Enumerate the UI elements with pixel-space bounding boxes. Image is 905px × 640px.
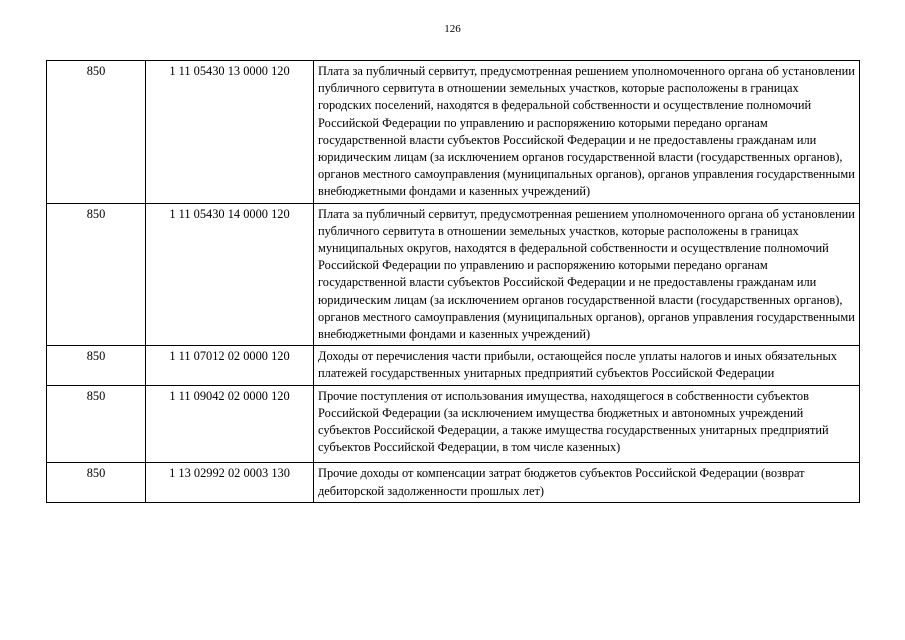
budget-classification-code-cell: 1 11 05430 13 0000 120: [146, 61, 314, 204]
budget-classification-code-cell: 1 13 02992 02 0003 130: [146, 463, 314, 502]
table-row: [47, 385, 860, 463]
revenue-name-cell: Прочие доходы от компенсации затрат бюджетов субъектов Российской Федерации (возврат дебиторской задолженности прошлых лет): [314, 463, 860, 502]
table-row: [47, 463, 860, 502]
budget-revenue-table: [46, 60, 860, 503]
budget-classification-code-cell: 1 11 05430 14 0000 120: [146, 203, 314, 346]
admin-code-cell: 850: [47, 463, 146, 502]
revenue-name-cell: Прочие поступления от использования имущества, находящегося в собственности субъектов Российской Федерации (за исключением имущества бюджетных и автономных учреждений субъектов Российской Федерации, а также имущества государственных унитарных предприятий субъектов Российской Федерации, в том числе казенных): [314, 385, 860, 463]
admin-code-cell: 850: [47, 61, 146, 204]
admin-code-cell: 850: [47, 385, 146, 463]
table-row: [47, 61, 860, 204]
table-row: [47, 203, 860, 346]
revenue-name-cell: Доходы от перечисления части прибыли, остающейся после уплаты налогов и иных обязательных платежей государственных унитарных предприятий субъектов Российской Федерации: [314, 346, 860, 385]
table-row: [47, 346, 860, 385]
revenue-name-cell: Плата за публичный сервитут, предусмотренная решением уполномоченного органа об установлении публичного сервитута в отношении земельных участков, которые расположены в границах муниципальных округов, находятся в федеральной собственности и осуществление полномочий Российской Федерации по управлению и распоряжению которыми передано органам государственной власти субъектов Российской Федерации и не предоставлены гражданам или юридическим лицам (за исключением органов государственной власти (государственных органов), органов местного самоуправления (муниципальных органов), органов управления государственными внебюджетными фондами и казенных учреждений): [314, 203, 860, 346]
revenue-name-cell: Плата за публичный сервитут, предусмотренная решением уполномоченного органа об установлении публичного сервитута в отношении земельных участков, которые расположены в границах городских поселений, находятся в федеральной собственности и осуществление полномочий Российской Федерации по управлению и распоряжению которыми передано органам государственной власти субъектов Российской Федерации и не предоставлены гражданам или юридическим лицам (за исключением органов государственной власти (государственных органов), органов местного самоуправления (муниципальных органов), органов управления государственными внебюджетными фондами и казенных учреждений): [314, 61, 860, 204]
page-number: 126: [444, 23, 461, 35]
budget-classification-code-cell: 1 11 09042 02 0000 120: [146, 385, 314, 463]
admin-code-cell: 850: [47, 346, 146, 385]
admin-code-cell: 850: [47, 203, 146, 346]
budget-classification-code-cell: 1 11 07012 02 0000 120: [146, 346, 314, 385]
